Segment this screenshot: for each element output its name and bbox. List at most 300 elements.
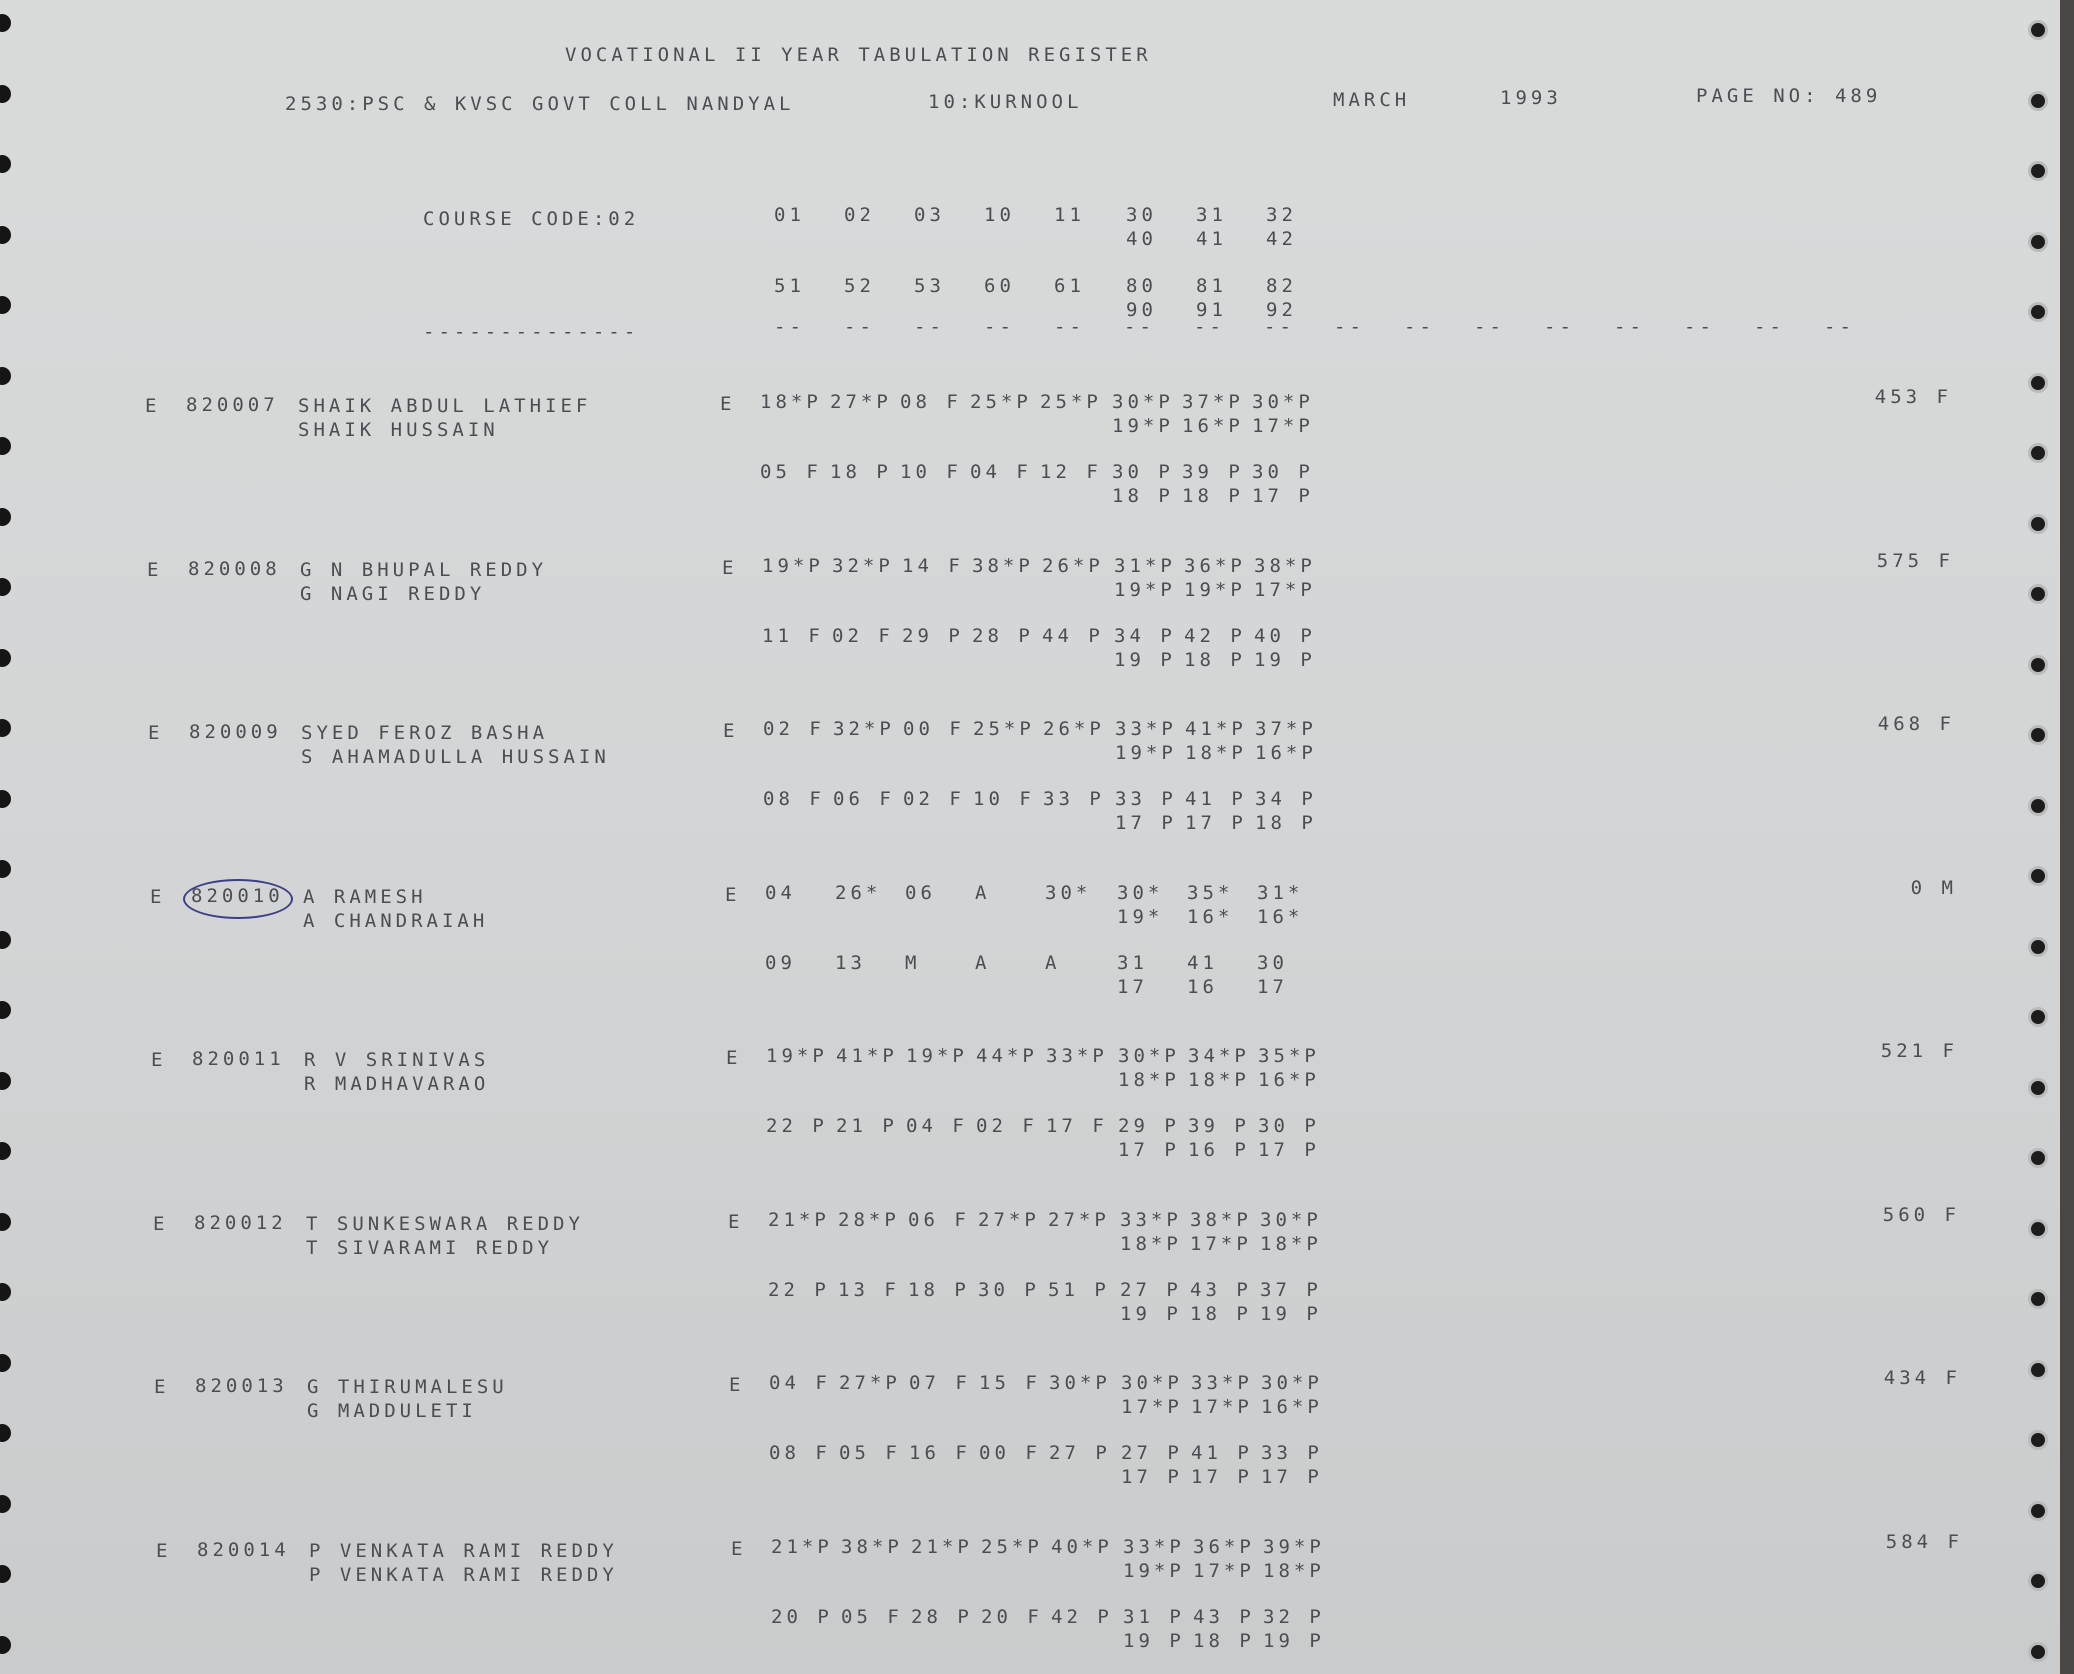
subject-mark: 32*P xyxy=(832,555,894,577)
feed-hole xyxy=(2028,1430,2048,1450)
feed-hole xyxy=(0,1213,11,1231)
subject-mark: 35* xyxy=(1187,882,1234,904)
column-divider: -- xyxy=(1754,316,1785,338)
subject-mark: 35*P xyxy=(1258,1045,1320,1067)
subject-mark: 16 F xyxy=(909,1442,971,1464)
subject-mark: 19*P xyxy=(1184,579,1246,601)
subject-mark: 17*P xyxy=(1191,1396,1253,1418)
feed-hole xyxy=(2028,725,2048,745)
feed-hole xyxy=(0,85,11,103)
feed-hole xyxy=(2028,161,2048,181)
subject-mark: 27 P xyxy=(1121,1442,1183,1464)
candidate-name: A RAMESH xyxy=(303,886,427,908)
feed-hole xyxy=(0,1565,11,1583)
subject-mark: 28 P xyxy=(972,625,1034,647)
subject-mark: 17 xyxy=(1257,976,1288,998)
subject-mark: 51 P xyxy=(1048,1279,1110,1301)
subject-mark: 44*P xyxy=(976,1045,1038,1067)
feed-hole xyxy=(2028,1360,2048,1380)
course-code: COURSE CODE:02 xyxy=(423,208,640,230)
subject-mark: 31 xyxy=(1117,952,1148,974)
feed-hole xyxy=(0,1072,11,1090)
feed-hole xyxy=(2028,1078,2048,1098)
subject-mark: 00 F xyxy=(903,718,965,740)
subject-mark: 34*P xyxy=(1188,1045,1250,1067)
feed-hole xyxy=(0,578,11,596)
subject-code: 60 xyxy=(984,275,1015,297)
subject-mark: 32*P xyxy=(833,718,895,740)
subject-mark: 19*P xyxy=(766,1045,828,1067)
subject-code: 32 xyxy=(1266,204,1297,226)
subject-mark: 19*P xyxy=(906,1045,968,1067)
subject-code: 53 xyxy=(914,275,945,297)
subject-code: 92 xyxy=(1266,299,1297,321)
subject-mark: 31* xyxy=(1257,882,1304,904)
subject-mark: 38*P xyxy=(972,555,1034,577)
feed-hole xyxy=(0,860,11,878)
subject-mark: 37*P xyxy=(1182,391,1244,413)
subject-mark: 05 F xyxy=(760,461,822,483)
column-divider: -- xyxy=(1054,316,1085,338)
subject-mark: 27*P xyxy=(978,1209,1040,1231)
subject-mark: 16*P xyxy=(1182,415,1244,437)
feed-hole xyxy=(0,155,11,173)
subject-mark: 30*P xyxy=(1260,1209,1322,1231)
feed-hole xyxy=(0,367,11,385)
subject-mark: 06 xyxy=(905,882,936,904)
subject-mark: M xyxy=(905,952,921,974)
column-divider: -- xyxy=(1544,316,1575,338)
subject-code: 01 xyxy=(774,204,805,226)
feed-hole xyxy=(2028,866,2048,886)
subject-mark: 02 F xyxy=(832,625,894,647)
column-divider: -- xyxy=(1264,316,1295,338)
subject-mark: 18 P xyxy=(1193,1630,1255,1652)
subject-mark: 33*P xyxy=(1123,1536,1185,1558)
feed-hole xyxy=(2028,584,2048,604)
subject-code: 51 xyxy=(774,275,805,297)
subject-mark: 22 P xyxy=(768,1279,830,1301)
subject-mark: 40 P xyxy=(1254,625,1316,647)
feed-hole xyxy=(0,437,11,455)
subject-mark: 30*P xyxy=(1112,391,1174,413)
feed-hole xyxy=(0,14,11,32)
roll-number: 820008 xyxy=(188,558,281,580)
subject-mark: 16*P xyxy=(1258,1069,1320,1091)
subject-mark: 08 F xyxy=(763,788,825,810)
subject-mark: 41 P xyxy=(1191,1442,1253,1464)
subject-mark: 17*P xyxy=(1254,579,1316,601)
subject-mark: 25*P xyxy=(973,718,1035,740)
subject-mark: 17*P xyxy=(1193,1560,1255,1582)
subject-mark: 05 F xyxy=(841,1606,903,1628)
feed-hole xyxy=(0,1495,11,1513)
page-edge xyxy=(2060,0,2074,1674)
feed-hole xyxy=(2028,1642,2048,1662)
subject-mark: 30 xyxy=(1257,952,1288,974)
subject-mark: 42 P xyxy=(1184,625,1246,647)
subject-mark: 02 F xyxy=(903,788,965,810)
subject-mark: 18 P xyxy=(1184,649,1246,671)
register-title: VOCATIONAL II YEAR TABULATION REGISTER xyxy=(565,44,1152,66)
subject-mark: 04 F xyxy=(970,461,1032,483)
feed-hole xyxy=(0,1001,11,1019)
feed-hole xyxy=(0,790,11,808)
subject-mark: 02 F xyxy=(976,1115,1038,1137)
subject-code: 03 xyxy=(914,204,945,226)
feed-hole xyxy=(2028,443,2048,463)
subject-mark: 17 P xyxy=(1185,812,1247,834)
exam-year: 1993 xyxy=(1500,87,1562,109)
feed-hole xyxy=(0,226,11,244)
subject-mark: 19*P xyxy=(1123,1560,1185,1582)
subject-mark: 17 P xyxy=(1252,485,1314,507)
candidate-name: P VENKATA RAMI REDDY xyxy=(309,1540,618,1562)
subject-mark: 19*P xyxy=(1114,579,1176,601)
subject-mark: 43 P xyxy=(1193,1606,1255,1628)
subject-mark: 30*P xyxy=(1121,1372,1183,1394)
subject-mark: 30 P xyxy=(1252,461,1314,483)
subject-mark: 28 P xyxy=(911,1606,973,1628)
medium-code: E xyxy=(725,884,741,906)
subject-mark: 27*P xyxy=(1048,1209,1110,1231)
column-divider: -- xyxy=(774,316,805,338)
candidate-name: SYED FEROZ BASHA xyxy=(301,722,549,744)
column-divider: -- xyxy=(914,316,945,338)
father-name: SHAIK HUSSAIN xyxy=(298,419,499,441)
subject-mark: 21*P xyxy=(768,1209,830,1231)
feed-hole xyxy=(0,1424,11,1442)
column-divider: -- xyxy=(1334,316,1365,338)
subject-code: 40 xyxy=(1126,228,1157,250)
subject-mark: 38*P xyxy=(1190,1209,1252,1231)
total-result: 521 F xyxy=(1880,1040,1958,1062)
feed-hole xyxy=(2028,1219,2048,1239)
subject-mark: 04 F xyxy=(906,1115,968,1137)
subject-mark: 06 F xyxy=(908,1209,970,1231)
total-result: 453 F xyxy=(1874,386,1952,408)
total-result: 434 F xyxy=(1883,1367,1961,1389)
subject-mark: 19 P xyxy=(1123,1630,1185,1652)
subject-mark: 08 F xyxy=(900,391,962,413)
total-result: 560 F xyxy=(1882,1204,1960,1226)
feed-hole xyxy=(2028,302,2048,322)
subject-mark: 17 P xyxy=(1118,1139,1180,1161)
subject-mark: 10 F xyxy=(973,788,1035,810)
feed-hole xyxy=(2028,1501,2048,1521)
subject-mark: A xyxy=(1045,952,1061,974)
subject-mark: A xyxy=(975,952,991,974)
subject-mark: 28*P xyxy=(838,1209,900,1231)
column-divider: -- xyxy=(1684,316,1715,338)
subject-mark: 04 F xyxy=(769,1372,831,1394)
subject-mark: 19 P xyxy=(1114,649,1176,671)
subject-code: 30 xyxy=(1126,204,1157,226)
subject-mark: 08 F xyxy=(769,1442,831,1464)
subject-code: 81 xyxy=(1196,275,1227,297)
feed-hole xyxy=(2028,1148,2048,1168)
subject-mark: 18*P xyxy=(1260,1233,1322,1255)
subject-code: 31 xyxy=(1196,204,1227,226)
feed-hole xyxy=(2028,1007,2048,1027)
feed-hole xyxy=(0,508,11,526)
subject-mark: 29 P xyxy=(1118,1115,1180,1137)
subject-code: 52 xyxy=(844,275,875,297)
subject-mark: 40*P xyxy=(1051,1536,1113,1558)
subject-mark: 17*P xyxy=(1121,1396,1183,1418)
subject-mark: 30* xyxy=(1045,882,1092,904)
exam-flag: E xyxy=(151,1049,167,1071)
subject-mark: 25*P xyxy=(970,391,1032,413)
feed-hole xyxy=(0,296,11,314)
feed-hole xyxy=(0,1142,11,1160)
subject-mark: 33 P xyxy=(1043,788,1105,810)
subject-mark: 14 F xyxy=(902,555,964,577)
subject-mark: 30* xyxy=(1117,882,1164,904)
father-name: A CHANDRAIAH xyxy=(303,910,489,932)
subject-code: 91 xyxy=(1196,299,1227,321)
column-divider: -- xyxy=(1124,316,1155,338)
subject-mark: 13 xyxy=(835,952,866,974)
total-result: 584 F xyxy=(1885,1531,1963,1553)
subject-mark: 21*P xyxy=(911,1536,973,1558)
subject-mark: 16 xyxy=(1187,976,1218,998)
subject-mark: 36*P xyxy=(1193,1536,1255,1558)
subject-mark: 30 P xyxy=(978,1279,1040,1301)
subject-mark: 19* xyxy=(1117,906,1164,928)
feed-hole xyxy=(2028,796,2048,816)
subject-mark: 26*P xyxy=(1042,555,1104,577)
subject-mark: 32 P xyxy=(1263,1606,1325,1628)
subject-mark: 19 P xyxy=(1254,649,1316,671)
subject-mark: 16* xyxy=(1257,906,1304,928)
roll-number: 820010 xyxy=(191,885,284,907)
subject-mark: 30 P xyxy=(1112,461,1174,483)
subject-mark: 19 P xyxy=(1263,1630,1325,1652)
subject-code: 82 xyxy=(1266,275,1297,297)
subject-mark: 41 P xyxy=(1185,788,1247,810)
column-divider: -- xyxy=(1614,316,1645,338)
roll-number: 820009 xyxy=(189,721,282,743)
subject-code: 02 xyxy=(844,204,875,226)
column-divider: -- xyxy=(1474,316,1505,338)
column-divider: -- xyxy=(1404,316,1435,338)
subject-mark: 18 P xyxy=(908,1279,970,1301)
subject-mark: 19*P xyxy=(1115,742,1177,764)
subject-mark: 29 P xyxy=(902,625,964,647)
subject-mark: 30*P xyxy=(1049,1372,1111,1394)
district-name: 10:KURNOOL xyxy=(928,91,1083,113)
subject-mark: 19 P xyxy=(1120,1303,1182,1325)
subject-mark: 33*P xyxy=(1191,1372,1253,1394)
subject-mark: 17 P xyxy=(1121,1466,1183,1488)
subject-mark: 33*P xyxy=(1120,1209,1182,1231)
father-name: T SIVARAMI REDDY xyxy=(306,1237,554,1259)
subject-mark: 02 F xyxy=(763,718,825,740)
subject-mark: 42 P xyxy=(1051,1606,1113,1628)
subject-mark: 20 F xyxy=(981,1606,1043,1628)
feed-hole xyxy=(0,719,11,737)
subject-mark: 09 xyxy=(765,952,796,974)
subject-mark: 18*P xyxy=(1185,742,1247,764)
father-name: R MADHAVARAO xyxy=(304,1073,490,1095)
subject-mark: 18*P xyxy=(1188,1069,1250,1091)
roll-number: 820013 xyxy=(195,1375,288,1397)
subject-mark: 19*P xyxy=(762,555,824,577)
column-divider: -- xyxy=(844,316,875,338)
subject-mark: 13 F xyxy=(838,1279,900,1301)
feed-hole xyxy=(2028,655,2048,675)
subject-mark: 12 F xyxy=(1040,461,1102,483)
subject-mark: 18 P xyxy=(1190,1303,1252,1325)
subject-mark: 16 P xyxy=(1188,1139,1250,1161)
roll-number: 820014 xyxy=(197,1539,290,1561)
candidate-name: SHAIK ABDUL LATHIEF xyxy=(298,395,592,417)
column-divider: -- xyxy=(984,316,1015,338)
medium-code: E xyxy=(720,393,736,415)
subject-mark: 31 P xyxy=(1123,1606,1185,1628)
subject-mark: 39 P xyxy=(1188,1115,1250,1137)
subject-mark: 38*P xyxy=(1254,555,1316,577)
subject-mark: 19 P xyxy=(1260,1303,1322,1325)
subject-mark: 06 F xyxy=(833,788,895,810)
subject-mark: 17 xyxy=(1117,976,1148,998)
subject-mark: 41 xyxy=(1187,952,1218,974)
subject-mark: 38*P xyxy=(841,1536,903,1558)
subject-code: 61 xyxy=(1054,275,1085,297)
subject-mark: 15 F xyxy=(979,1372,1041,1394)
subject-mark: 30 P xyxy=(1258,1115,1320,1137)
subject-mark: 18*P xyxy=(1263,1560,1325,1582)
subject-mark: 34 P xyxy=(1114,625,1176,647)
subject-mark: 34 P xyxy=(1255,788,1317,810)
medium-code: E xyxy=(728,1211,744,1233)
subject-mark: 26* xyxy=(835,882,882,904)
total-result: 575 F xyxy=(1876,550,1954,572)
subject-mark: 21*P xyxy=(771,1536,833,1558)
father-name: G MADDULETI xyxy=(307,1400,477,1422)
roll-number: 820007 xyxy=(186,394,279,416)
subject-mark: 18*P xyxy=(1120,1233,1182,1255)
subject-mark: 05 F xyxy=(839,1442,901,1464)
subject-code: 41 xyxy=(1196,228,1227,250)
subject-mark: 18 P xyxy=(1255,812,1317,834)
subject-mark: 07 F xyxy=(909,1372,971,1394)
subject-mark: 41*P xyxy=(836,1045,898,1067)
feed-hole xyxy=(2028,1571,2048,1591)
father-name: P VENKATA RAMI REDDY xyxy=(309,1564,618,1586)
subject-mark: 18 P xyxy=(1182,485,1244,507)
exam-month: MARCH xyxy=(1333,89,1411,111)
subject-mark: 04 xyxy=(765,882,796,904)
candidate-name: G THIRUMALESU xyxy=(307,1376,508,1398)
feed-hole xyxy=(0,649,11,667)
candidate-name: T SUNKESWARA REDDY xyxy=(306,1213,584,1235)
subject-mark: 30*P xyxy=(1118,1045,1180,1067)
candidate-name: G N BHUPAL REDDY xyxy=(300,559,548,581)
medium-code: E xyxy=(731,1538,747,1560)
father-name: G NAGI REDDY xyxy=(300,583,486,605)
ink-circle-annotation xyxy=(183,879,293,919)
subject-mark: 27*P xyxy=(830,391,892,413)
subject-mark: 18*P xyxy=(1118,1069,1180,1091)
subject-mark: 41*P xyxy=(1185,718,1247,740)
subject-mark: 21 P xyxy=(836,1115,898,1137)
subject-mark: 33 P xyxy=(1115,788,1177,810)
exam-flag: E xyxy=(153,1213,169,1235)
subject-mark: 36*P xyxy=(1184,555,1246,577)
subject-mark: 16* xyxy=(1187,906,1234,928)
subject-mark: 33*P xyxy=(1046,1045,1108,1067)
subject-mark: 44 P xyxy=(1042,625,1104,647)
subject-mark: 27 P xyxy=(1120,1279,1182,1301)
subject-mark: 33 P xyxy=(1261,1442,1323,1464)
feed-hole xyxy=(0,1636,11,1654)
subject-mark: 17 F xyxy=(1046,1115,1108,1137)
father-name: S AHAMADULLA HUSSAIN xyxy=(301,746,610,768)
subject-mark: A xyxy=(975,882,991,904)
subject-mark: 18 P xyxy=(1112,485,1174,507)
feed-hole xyxy=(2028,1289,2048,1309)
subject-mark: 17 P xyxy=(1191,1466,1253,1488)
subject-mark: 17 P xyxy=(1258,1139,1320,1161)
feed-hole xyxy=(0,1283,11,1301)
subject-mark: 39 P xyxy=(1182,461,1244,483)
subject-mark: 43 P xyxy=(1190,1279,1252,1301)
subject-mark: 25*P xyxy=(1040,391,1102,413)
roll-number: 820011 xyxy=(192,1048,285,1070)
medium-code: E xyxy=(726,1047,742,1069)
subject-code: 90 xyxy=(1126,299,1157,321)
feed-hole xyxy=(2028,232,2048,252)
subject-mark: 17*P xyxy=(1252,415,1314,437)
subject-mark: 17*P xyxy=(1190,1233,1252,1255)
feed-hole xyxy=(2028,91,2048,111)
exam-flag: E xyxy=(154,1376,170,1398)
college-name: 2530:PSC & KVSC GOVT COLL NANDYAL xyxy=(285,93,795,115)
column-divider: -- xyxy=(1824,316,1855,338)
exam-flag: E xyxy=(145,395,161,417)
header-divider: -------------- xyxy=(423,321,640,343)
subject-mark: 25*P xyxy=(981,1536,1043,1558)
subject-mark: 37*P xyxy=(1255,718,1317,740)
subject-mark: 16*P xyxy=(1261,1396,1323,1418)
feed-hole xyxy=(2028,20,2048,40)
subject-mark: 39*P xyxy=(1263,1536,1325,1558)
subject-mark: 16*P xyxy=(1255,742,1317,764)
exam-flag: E xyxy=(148,722,164,744)
roll-number: 820012 xyxy=(194,1212,287,1234)
subject-mark: 17 P xyxy=(1115,812,1177,834)
subject-mark: 37 P xyxy=(1260,1279,1322,1301)
subject-mark: 18*P xyxy=(760,391,822,413)
subject-code: 11 xyxy=(1054,204,1085,226)
subject-mark: 26*P xyxy=(1043,718,1105,740)
subject-mark: 20 P xyxy=(771,1606,833,1628)
subject-mark: 18 P xyxy=(830,461,892,483)
subject-mark: 27 P xyxy=(1049,1442,1111,1464)
feed-hole xyxy=(0,931,11,949)
feed-hole xyxy=(0,1354,11,1372)
exam-flag: E xyxy=(156,1540,172,1562)
subject-mark: 11 F xyxy=(762,625,824,647)
subject-mark: 30*P xyxy=(1261,1372,1323,1394)
subject-mark: 27*P xyxy=(839,1372,901,1394)
subject-mark: 00 F xyxy=(979,1442,1041,1464)
subject-mark: 33*P xyxy=(1115,718,1177,740)
total-result: 0 M xyxy=(1910,877,1957,899)
feed-hole xyxy=(2028,514,2048,534)
